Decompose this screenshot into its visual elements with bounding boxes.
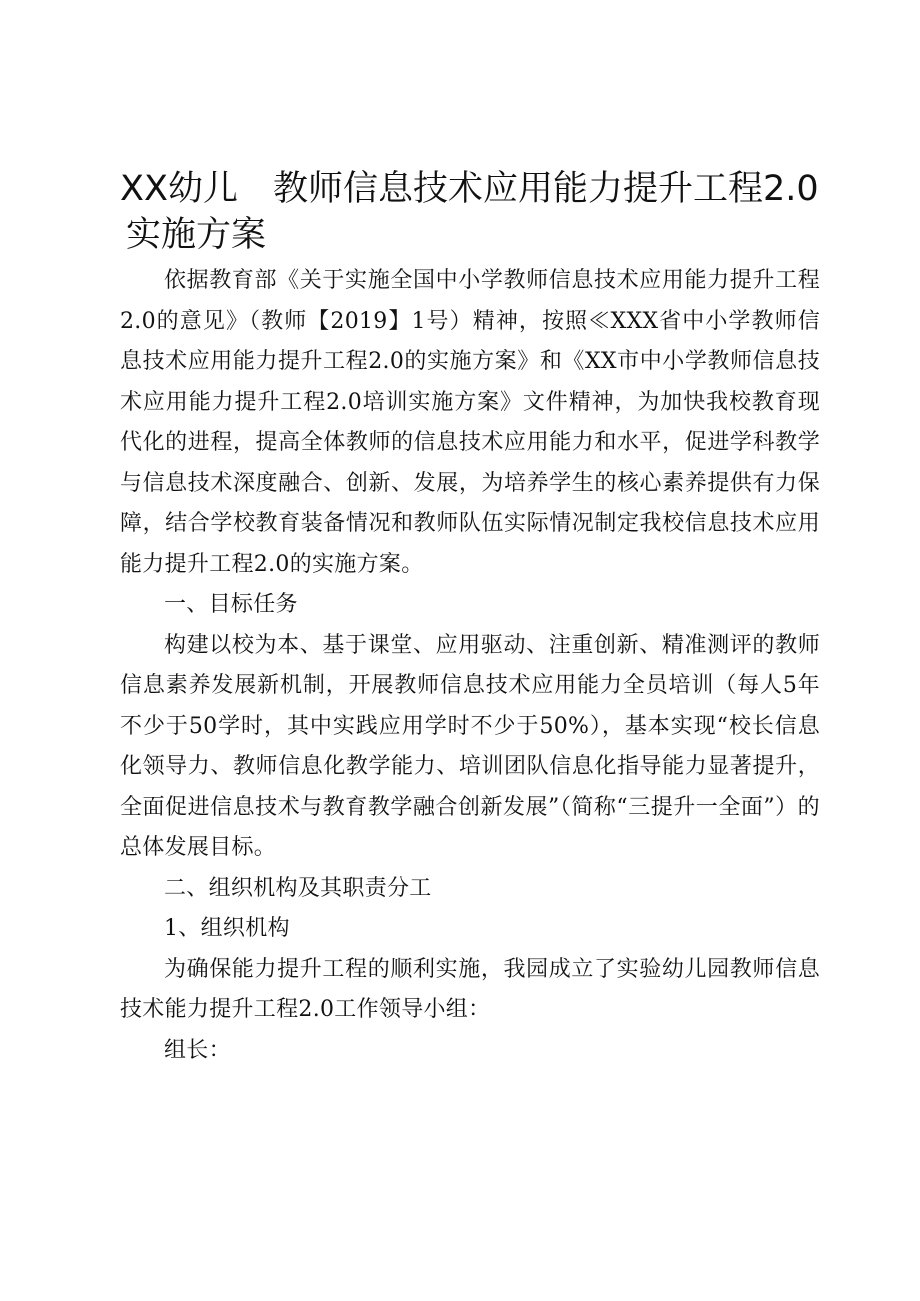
subsection-heading-organization: 1、组织机构 (164, 916, 290, 941)
section-heading-organization: 二、组织机构及其职责分工 (164, 875, 432, 901)
intro-paragraph: 依据教育部《关于实施全国中小学教师信息技术应用能力提升工程2.0的意见》（教师【2019】1号）精神，按照≪XXX省中小学教师信息技术应用能力提升工程2.0的实施方案》和《XX市中小学教师信息技术应用能力提升工程2.0培训实施方案》文件精神，为加快我校教育现代化的进程，提高全体教师的信息技术应用能力和水平，促进学科教学与信息技术深度融合、创新、发展，为培养学生的核心素养提供有力保障，结合学校教育装备情况和教师队伍实际情况制定我校信息技术应用能力提升工程2.0的实施方案。 (120, 268, 820, 577)
document-title (120, 166, 820, 258)
document-body (120, 261, 820, 1071)
title-line-1: XX幼儿 教师信息技术应用能力提升工程2.0 (120, 169, 819, 209)
organization-paragraph: 为确保能力提升工程的顺利实施，我园成立了实验幼儿园教师信息技术能力提升工程2.0工作领导小组： (120, 956, 820, 1022)
section-heading-goals: 一、目标任务 (164, 592, 298, 617)
leader-label: 组长： (164, 1037, 231, 1063)
goals-paragraph: 构建以校为本、基于课堂、应用驱动、注重创新、精准测评的教师信息素养发展新机制，开展教师信息技术应用能力全员培训（每人5年不少于50学时，其中实践应用学时不少于50%），基本实现“校长信息化领导力、教师信息化教学能力、培训团队信息化指导能力显著提升，全面促进信息技术与教育教学融合创新发展”（简称“三提升一全面”）的总体发展目标。 (120, 632, 820, 860)
title-line-2: 实施方案 (126, 215, 267, 255)
